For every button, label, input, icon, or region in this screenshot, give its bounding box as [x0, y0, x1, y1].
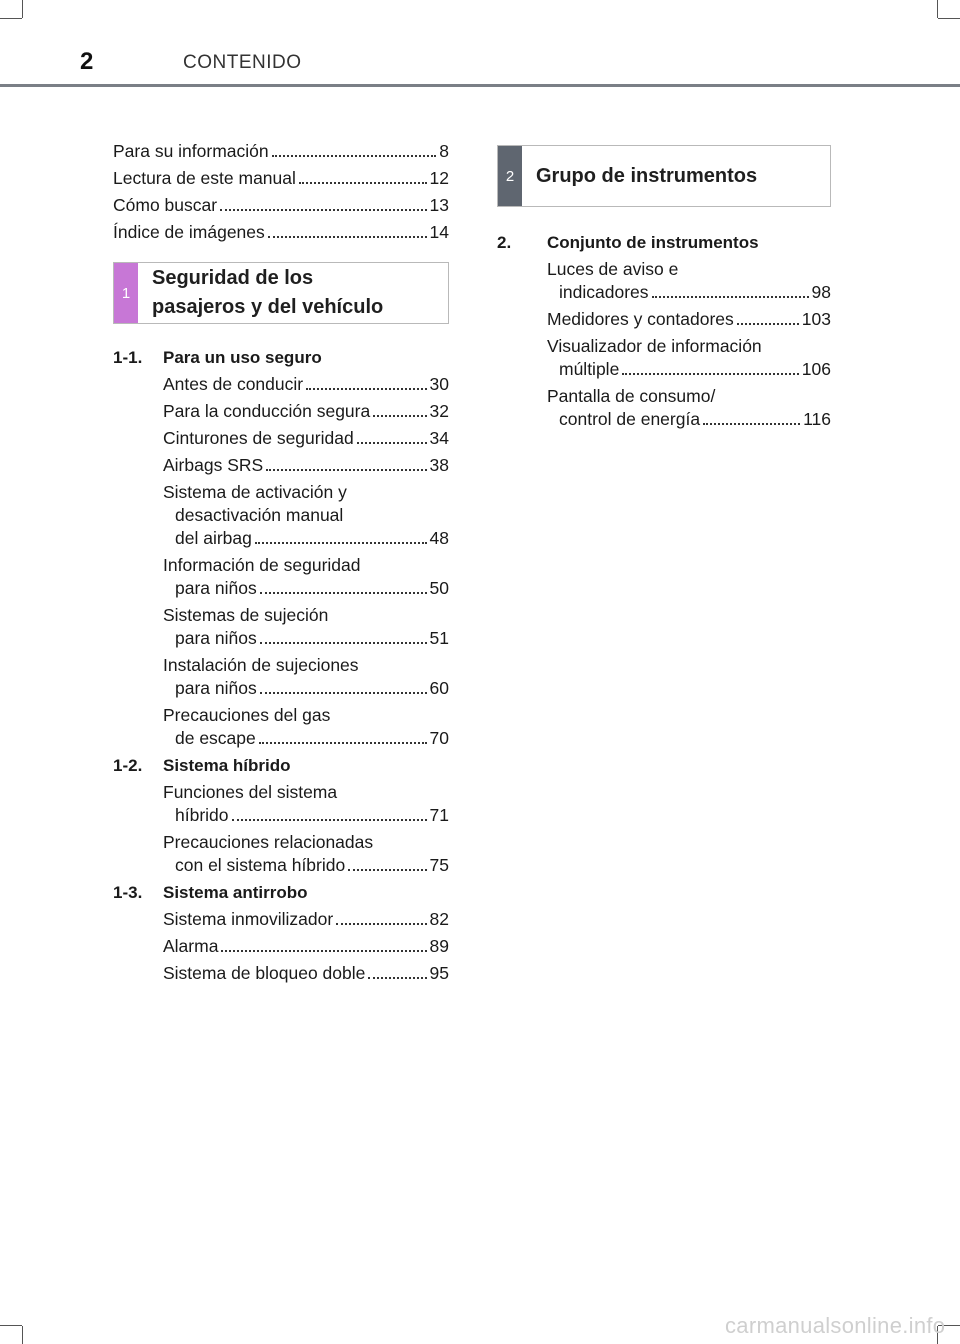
toc-entry[interactable] [163, 831, 449, 877]
leader-dots [266, 469, 426, 471]
leader-dots [348, 869, 426, 871]
toc-entry-label: control de energía [559, 409, 701, 429]
chapter-title-line: Seguridad de los [152, 267, 314, 289]
toc-entry-label: Lectura de este manual [113, 168, 296, 188]
toc-entry-page: 30 [429, 374, 449, 394]
section-title: Para un uso seguro [163, 348, 322, 367]
toc-entry-label: de escape [175, 728, 256, 748]
toc-entry-page: 82 [429, 909, 449, 929]
toc-entry[interactable] [163, 908, 449, 931]
toc-entry[interactable] [547, 335, 831, 381]
toc-entry-label: del airbag [175, 528, 252, 548]
toc-entry-label: Instalación de sujeciones [163, 655, 359, 675]
section-title: Sistema híbrido [163, 756, 291, 775]
crop-mark [0, 1325, 22, 1326]
toc-entry[interactable] [163, 427, 449, 450]
toc-entry-label: Funciones del sistema [163, 782, 338, 802]
chapter-title-line: pasajeros y del vehículo [152, 296, 384, 318]
toc-entry[interactable] [163, 704, 449, 750]
toc-entry-page: 95 [429, 963, 449, 983]
toc-entry[interactable] [547, 385, 831, 431]
toc-entry-page: 71 [429, 805, 449, 825]
section-heading[interactable] [113, 346, 449, 369]
leader-dots [259, 742, 427, 744]
section-title: Sistema antirrobo [163, 883, 308, 902]
toc-entry-label: para niños [175, 628, 257, 648]
toc-entry-label: Precauciones del gas [163, 705, 331, 725]
leader-dots [622, 373, 798, 375]
toc-entry-label: Cinturones de seguridad [163, 428, 354, 448]
toc-entry-label: indicadores [559, 282, 649, 302]
toc-entry-label: Sistema de activación y [163, 482, 347, 502]
leader-dots [260, 692, 427, 694]
toc-entry[interactable] [547, 308, 831, 331]
section-heading[interactable] [497, 231, 831, 254]
toc-entry[interactable] [163, 400, 449, 423]
toc-entry-page: 106 [801, 359, 831, 379]
leader-dots [260, 592, 427, 594]
chapter-title [152, 264, 383, 322]
toc-entry-label: Airbags SRS [163, 455, 264, 475]
section-number: 1-1. [113, 348, 143, 367]
toc-entry-label: híbrido [175, 805, 229, 825]
toc-entry[interactable] [113, 194, 449, 217]
toc-entry-page: 75 [429, 855, 449, 875]
toc-entry[interactable] [163, 962, 449, 985]
toc-entry-label: Cómo buscar [113, 195, 218, 215]
toc-entry[interactable] [113, 167, 449, 190]
leader-dots [232, 819, 427, 821]
toc-entry[interactable] [163, 781, 449, 827]
toc-entry-page: 12 [429, 168, 449, 188]
toc-entry-label: múltiple [559, 359, 620, 379]
leader-dots [255, 542, 427, 544]
toc-right-column [497, 145, 831, 435]
leader-dots [260, 642, 427, 644]
leader-dots [220, 209, 426, 211]
toc-entry-label: Medidores y contadores [547, 309, 734, 329]
toc-entry[interactable] [163, 604, 449, 650]
toc-entry[interactable] [163, 481, 449, 550]
toc-entry[interactable] [113, 140, 449, 163]
chapter-title: Grupo de instrumentos [536, 164, 758, 187]
leader-dots [272, 155, 437, 157]
leader-dots [221, 950, 426, 952]
leader-dots [299, 182, 427, 184]
crop-mark [0, 18, 22, 19]
toc-entry-label: Información de seguridad [163, 555, 361, 575]
toc-entry-page: 70 [429, 728, 449, 748]
crop-mark [22, 1326, 23, 1344]
chapter-number-tab: 2 [498, 146, 522, 206]
leader-dots [306, 388, 426, 390]
toc-entry[interactable] [163, 373, 449, 396]
section-title: Conjunto de instrumentos [547, 233, 759, 252]
section-number: 1-3. [113, 883, 143, 902]
toc-entry-page: 8 [439, 141, 449, 161]
toc-entry-label: Precauciones relacionadas [163, 832, 374, 852]
header-rule [0, 84, 960, 87]
toc-entry-page: 116 [803, 409, 831, 429]
leader-dots [652, 296, 809, 298]
toc-entry-label: Antes de conducir [163, 374, 304, 394]
toc-entry-label: desactivación manual [175, 505, 344, 525]
crop-mark [937, 0, 938, 18]
crop-mark [22, 0, 23, 18]
leader-dots [373, 415, 426, 417]
toc-entry[interactable] [113, 221, 449, 244]
section-number: 2. [497, 233, 512, 252]
toc-entry-page: 103 [801, 309, 831, 329]
toc-entry[interactable] [163, 935, 449, 958]
section-heading[interactable] [113, 881, 449, 904]
chapter-1-heading[interactable] [113, 262, 449, 324]
toc-entry-label: Sistema inmovilizador [163, 909, 334, 929]
toc-entry-label: Índice de imágenes [113, 222, 265, 242]
toc-entry-label: Sistemas de sujeción [163, 605, 329, 625]
toc-left-column [113, 140, 449, 989]
toc-entry-label: Alarma [163, 936, 219, 956]
leader-dots [368, 977, 426, 979]
toc-entry[interactable] [163, 554, 449, 600]
toc-entry-label: Para la conducción segura [163, 401, 371, 421]
watermark: carmanualsonline.info [725, 1313, 946, 1338]
toc-entry-page: 14 [429, 222, 449, 242]
toc-entry[interactable] [163, 654, 449, 700]
chapter-number-tab: 1 [114, 263, 138, 323]
page-title: CONTENIDO [183, 52, 302, 73]
toc-entry[interactable] [547, 258, 831, 304]
crop-mark [938, 18, 960, 19]
toc-entry-label: Para su información [113, 141, 269, 161]
toc-entry-page: 98 [811, 282, 831, 302]
toc-entry-label: con el sistema híbrido [175, 855, 346, 875]
toc-entry-label: para niños [175, 578, 257, 598]
leader-dots [336, 923, 426, 925]
toc-entry-page: 32 [429, 401, 449, 421]
section-number: 1-2. [113, 756, 143, 775]
toc-entry-label: para niños [175, 678, 257, 698]
toc-entry[interactable] [163, 454, 449, 477]
leader-dots [268, 236, 427, 238]
page-number: 2 [80, 48, 94, 75]
page-header [0, 40, 960, 90]
leader-dots [737, 323, 799, 325]
toc-entry-page: 60 [429, 678, 449, 698]
toc-entry-page: 51 [429, 628, 449, 648]
toc-entry-page: 48 [429, 528, 449, 548]
leader-dots [703, 423, 800, 425]
toc-entry-label: Pantalla de consumo/ [547, 386, 716, 406]
toc-entry-label: Sistema de bloqueo doble [163, 963, 366, 983]
toc-entry-label: Luces de aviso e [547, 259, 679, 279]
section-heading[interactable] [113, 754, 449, 777]
toc-entry-label: Visualizador de información [547, 336, 762, 356]
toc-entry-page: 89 [429, 936, 449, 956]
toc-entry-page: 50 [429, 578, 449, 598]
leader-dots [357, 442, 427, 444]
toc-entry-page: 34 [429, 428, 449, 448]
chapter-2-heading[interactable] [497, 145, 831, 207]
toc-entry-page: 13 [429, 195, 449, 215]
toc-entry-page: 38 [429, 455, 449, 475]
